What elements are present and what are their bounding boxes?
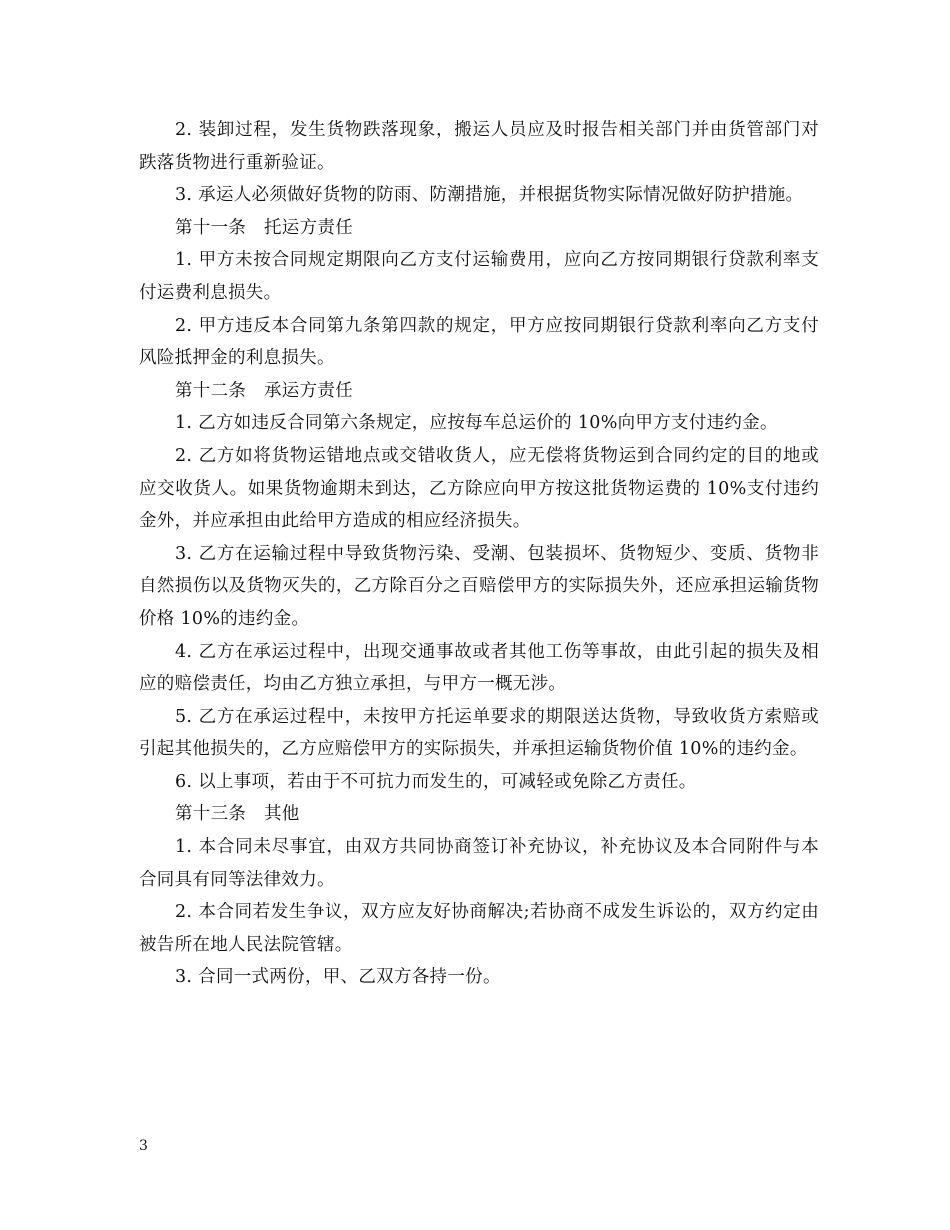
page-number: 3 xyxy=(139,1138,148,1154)
paragraph-12-5: 5. 乙方在承运过程中，未按甲方托运单要求的期限送达货物，导致收货方索赔或引起其他损失的，乙方应赔偿甲方的实际损失，并承担运输货物价值 10%的违约金。 xyxy=(139,706,819,760)
paragraph-12-1: 1. 乙方如违反合同第六条规定，应按每车总运价的 10%向甲方支付违约金。 xyxy=(175,413,778,434)
paragraph-12-6: 6. 以上事项，若由于不可抗力而发生的，可减轻或免除乙方责任。 xyxy=(175,771,697,792)
article-12-heading: 第十二条 承运方责任 xyxy=(175,380,353,401)
document-body xyxy=(139,114,819,994)
paragraph-loading-fall: 2. 装卸过程，发生货物跌落现象，搬运人员应及时报告相关部门并由货管部门对跌落货物进行重新验证。 xyxy=(139,120,819,173)
paragraph-13-3: 3. 合同一式两份，甲、乙双方各持一份。 xyxy=(175,967,501,988)
paragraph-13-1: 1. 本合同未尽事宜，由双方共同协商签订补充协议，补充协议及本合同附件与本合同具有同等法律效力。 xyxy=(139,837,819,890)
paragraph-12-2: 2. 乙方如将货物运错地点或交错收货人，应无偿将货物运到合同约定的目的地或应交收货人。如果货物逾期未到达，乙方除应向甲方按这批货物运费的 10%支付违约金外，并应承担由此给甲方造成的相应经济损失。 xyxy=(139,445,819,532)
paragraph-12-3: 3. 乙方在运输过程中导致货物污染、受潮、包装损坏、货物短少、变质、货物非自然损伤以及货物灭失的，乙方除百分之百赔偿甲方的实际损失外，还应承担运输货物价格 10%的违约金。 xyxy=(139,543,819,629)
paragraph-11-2: 2. 甲方违反本合同第九条第四款的规定，甲方应按同期银行贷款利率向乙方支付风险抵押金的利息损失。 xyxy=(139,315,819,369)
article-11-heading: 第十一条 托运方责任 xyxy=(175,217,353,238)
paragraph-11-1: 1. 甲方未按合同规定期限向乙方支付运输费用，应向乙方按同期银行贷款利率支付运费利息损失。 xyxy=(139,250,819,303)
paragraph-rain-protection: 3. 承运人必须做好货物的防雨、防潮措施，并根据货物实际情况做好防护措施。 xyxy=(175,185,804,206)
paragraph-12-4: 4. 乙方在承运过程中，出现交通事故或者其他工伤等事故，由此引起的损失及相应的赔偿责任，均由乙方独立承担，与甲方一概无涉。 xyxy=(139,641,819,695)
article-13-heading: 第十三条 其他 xyxy=(175,804,300,825)
paragraph-13-2: 2. 本合同若发生争议，双方应友好协商解决;若协商不成发生诉讼的，双方约定由被告所在地人民法院管辖。 xyxy=(139,902,819,955)
